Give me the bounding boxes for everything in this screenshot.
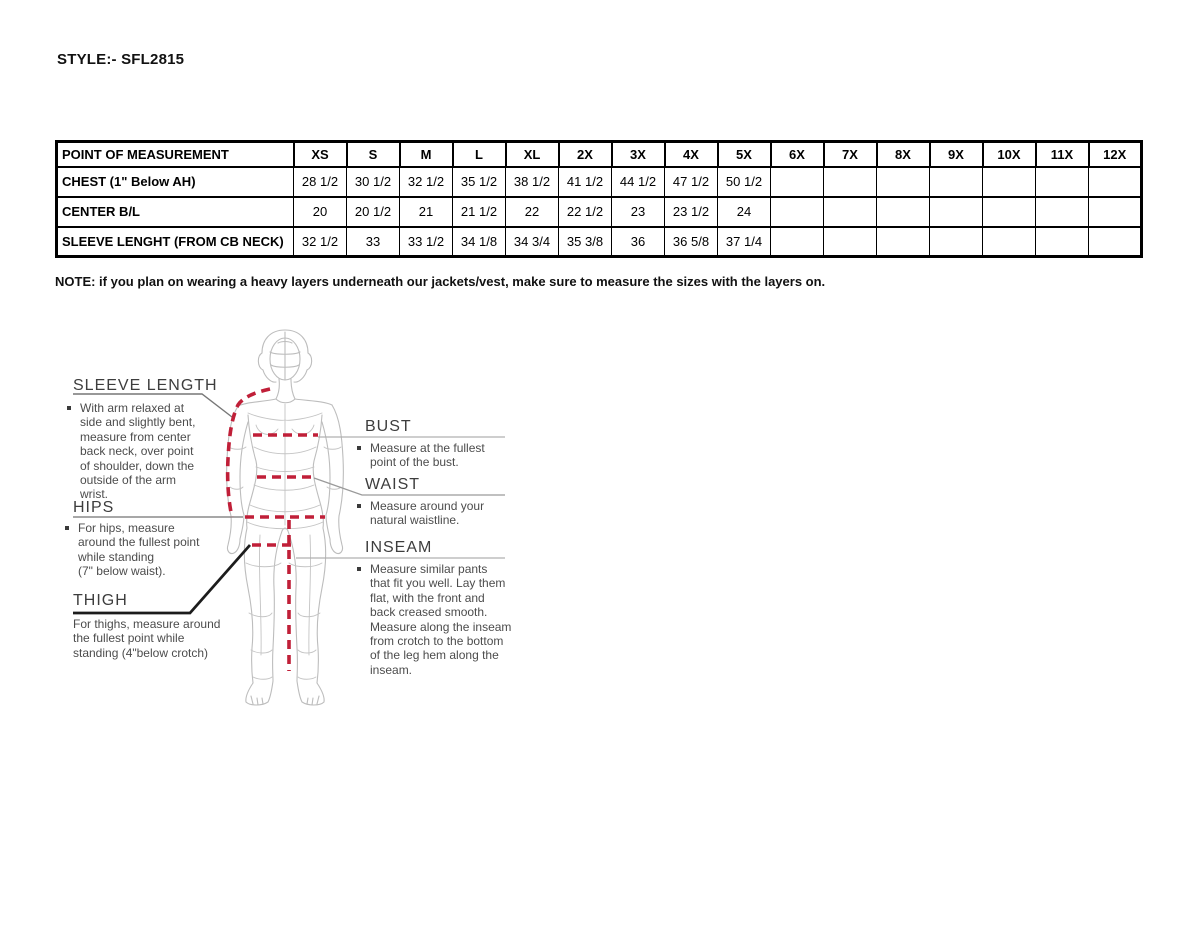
size-value: 33 [347, 227, 400, 257]
size-value: 23 1/2 [665, 197, 718, 227]
hips-heading: HIPS [73, 499, 115, 516]
instruction-line: (7" below waist). [78, 564, 166, 579]
size-value [983, 167, 1036, 197]
size-column-header: 10X [983, 142, 1036, 167]
size-value [930, 197, 983, 227]
size-column-header: 11X [1036, 142, 1089, 167]
size-value: 35 3/8 [559, 227, 612, 257]
size-value [1089, 167, 1142, 197]
size-value: 21 [400, 197, 453, 227]
size-column-header: 3X [612, 142, 665, 167]
instruction-line: back neck, over point [80, 444, 194, 459]
instruction-line: the fullest point while [73, 631, 185, 646]
waist-heading: WAIST [365, 476, 421, 493]
size-value: 44 1/2 [612, 167, 665, 197]
size-value [983, 197, 1036, 227]
size-value: 23 [612, 197, 665, 227]
instruction-line: point of the bust. [370, 455, 459, 470]
size-column-header: L [453, 142, 506, 167]
size-value: 33 1/2 [400, 227, 453, 257]
instruction-line: For thighs, measure around [73, 617, 221, 631]
size-value: 30 1/2 [347, 167, 400, 197]
size-value [1036, 227, 1089, 257]
instruction-line: Measure along the inseam [370, 619, 512, 634]
size-value: 47 1/2 [665, 167, 718, 197]
hips-instructions [64, 521, 199, 579]
size-value: 28 1/2 [294, 167, 347, 197]
size-value [1089, 197, 1142, 227]
size-column-header: XS [294, 142, 347, 167]
size-value: 36 [612, 227, 665, 257]
instruction-line: wrist. [80, 487, 108, 502]
instruction-line: Measure similar pants [370, 562, 488, 576]
instruction-line: For hips, measure [78, 521, 175, 535]
instruction-line: Measure around your [370, 499, 485, 513]
size-column-header: 4X [665, 142, 718, 167]
instruction-line: measure from center [80, 429, 191, 444]
size-value: 20 [294, 197, 347, 227]
instruction-line: side and slightly bent, [80, 415, 196, 430]
size-value: 20 1/2 [347, 197, 400, 227]
size-value: 32 1/2 [294, 227, 347, 257]
size-value: 34 1/8 [453, 227, 506, 257]
size-value [983, 227, 1036, 257]
measurement-label: SLEEVE LENGHT (FROM CB NECK) [57, 227, 294, 257]
bust-heading: BUST [365, 418, 412, 435]
size-value: 38 1/2 [506, 167, 559, 197]
size-value: 36 5/8 [665, 227, 718, 257]
instruction-line: standing (4"below crotch) [73, 645, 208, 660]
size-column-header: 9X [930, 142, 983, 167]
size-column-header: 5X [718, 142, 771, 167]
size-value [1036, 197, 1089, 227]
body-mesh-contours [229, 404, 341, 679]
size-value [877, 167, 930, 197]
instruction-line: around the fullest point [78, 535, 200, 550]
note-text: NOTE: if you plan on wearing a heavy layers underneath our jackets/vest, make sure to measure the sizes with the layers on. [55, 274, 826, 289]
measurement-row [57, 227, 1142, 257]
size-value [930, 227, 983, 257]
size-value [824, 167, 877, 197]
instruction-line: while standing [78, 549, 155, 564]
instruction-line: from crotch to the bottom [370, 634, 504, 649]
size-value [824, 227, 877, 257]
size-column-header: S [347, 142, 400, 167]
size-chart-header-row [57, 142, 1142, 167]
instruction-line: of shoulder, down the [80, 458, 195, 473]
sleeve-measure-line [228, 389, 270, 517]
instruction-line: natural waistline. [370, 513, 460, 528]
measurement-label: CENTER B/L [57, 197, 294, 227]
size-column-header: XL [506, 142, 559, 167]
size-value [771, 167, 824, 197]
size-value: 41 1/2 [559, 167, 612, 197]
instruction-line: With arm relaxed at [80, 401, 185, 415]
size-value: 21 1/2 [453, 197, 506, 227]
size-value: 32 1/2 [400, 167, 453, 197]
instruction-line: back creased smooth. [370, 605, 488, 620]
instruction-line: inseam. [370, 662, 413, 677]
size-value: 34 3/4 [506, 227, 559, 257]
size-column-header: 8X [877, 142, 930, 167]
style-title: STYLE:- SFL2815 [57, 51, 185, 68]
instruction-line: outside of the arm [80, 473, 177, 488]
size-value [824, 197, 877, 227]
sleeve-length-heading: SLEEVE LENGTH [73, 377, 218, 394]
measurement-row [57, 197, 1142, 227]
size-column-header: 12X [1089, 142, 1142, 167]
size-value: 24 [718, 197, 771, 227]
measurement-label: CHEST (1" Below AH) [57, 167, 294, 197]
size-value [771, 227, 824, 257]
instruction-line: flat, with the front and [370, 590, 485, 605]
bust-instructions [356, 441, 485, 470]
size-value: 22 [506, 197, 559, 227]
instruction-line: that fit you well. Lay them [370, 576, 506, 591]
inseam-instructions [356, 562, 511, 677]
size-value [1036, 167, 1089, 197]
size-value [877, 227, 930, 257]
thigh-instructions [73, 617, 220, 660]
size-column-header: 6X [771, 142, 824, 167]
instruction-line: of the leg hem along the [370, 648, 499, 663]
measurement-row [57, 167, 1142, 197]
size-value: 22 1/2 [559, 197, 612, 227]
size-value: 37 1/4 [718, 227, 771, 257]
size-column-header: M [400, 142, 453, 167]
size-value [877, 197, 930, 227]
size-value: 35 1/2 [453, 167, 506, 197]
waist-instructions [356, 499, 484, 528]
sleeve-length-instructions [66, 401, 195, 502]
size-column-header: 7X [824, 142, 877, 167]
size-value [771, 197, 824, 227]
measurement-diagram [60, 315, 530, 727]
instruction-line: Measure at the fullest [370, 441, 485, 455]
measurement-column-header: POINT OF MEASUREMENT [57, 142, 294, 167]
size-value [1089, 227, 1142, 257]
inseam-heading: INSEAM [365, 539, 433, 556]
size-chart-table [55, 140, 1143, 258]
size-column-header: 2X [559, 142, 612, 167]
size-value: 50 1/2 [718, 167, 771, 197]
size-value [930, 167, 983, 197]
thigh-heading: THIGH [73, 592, 128, 609]
